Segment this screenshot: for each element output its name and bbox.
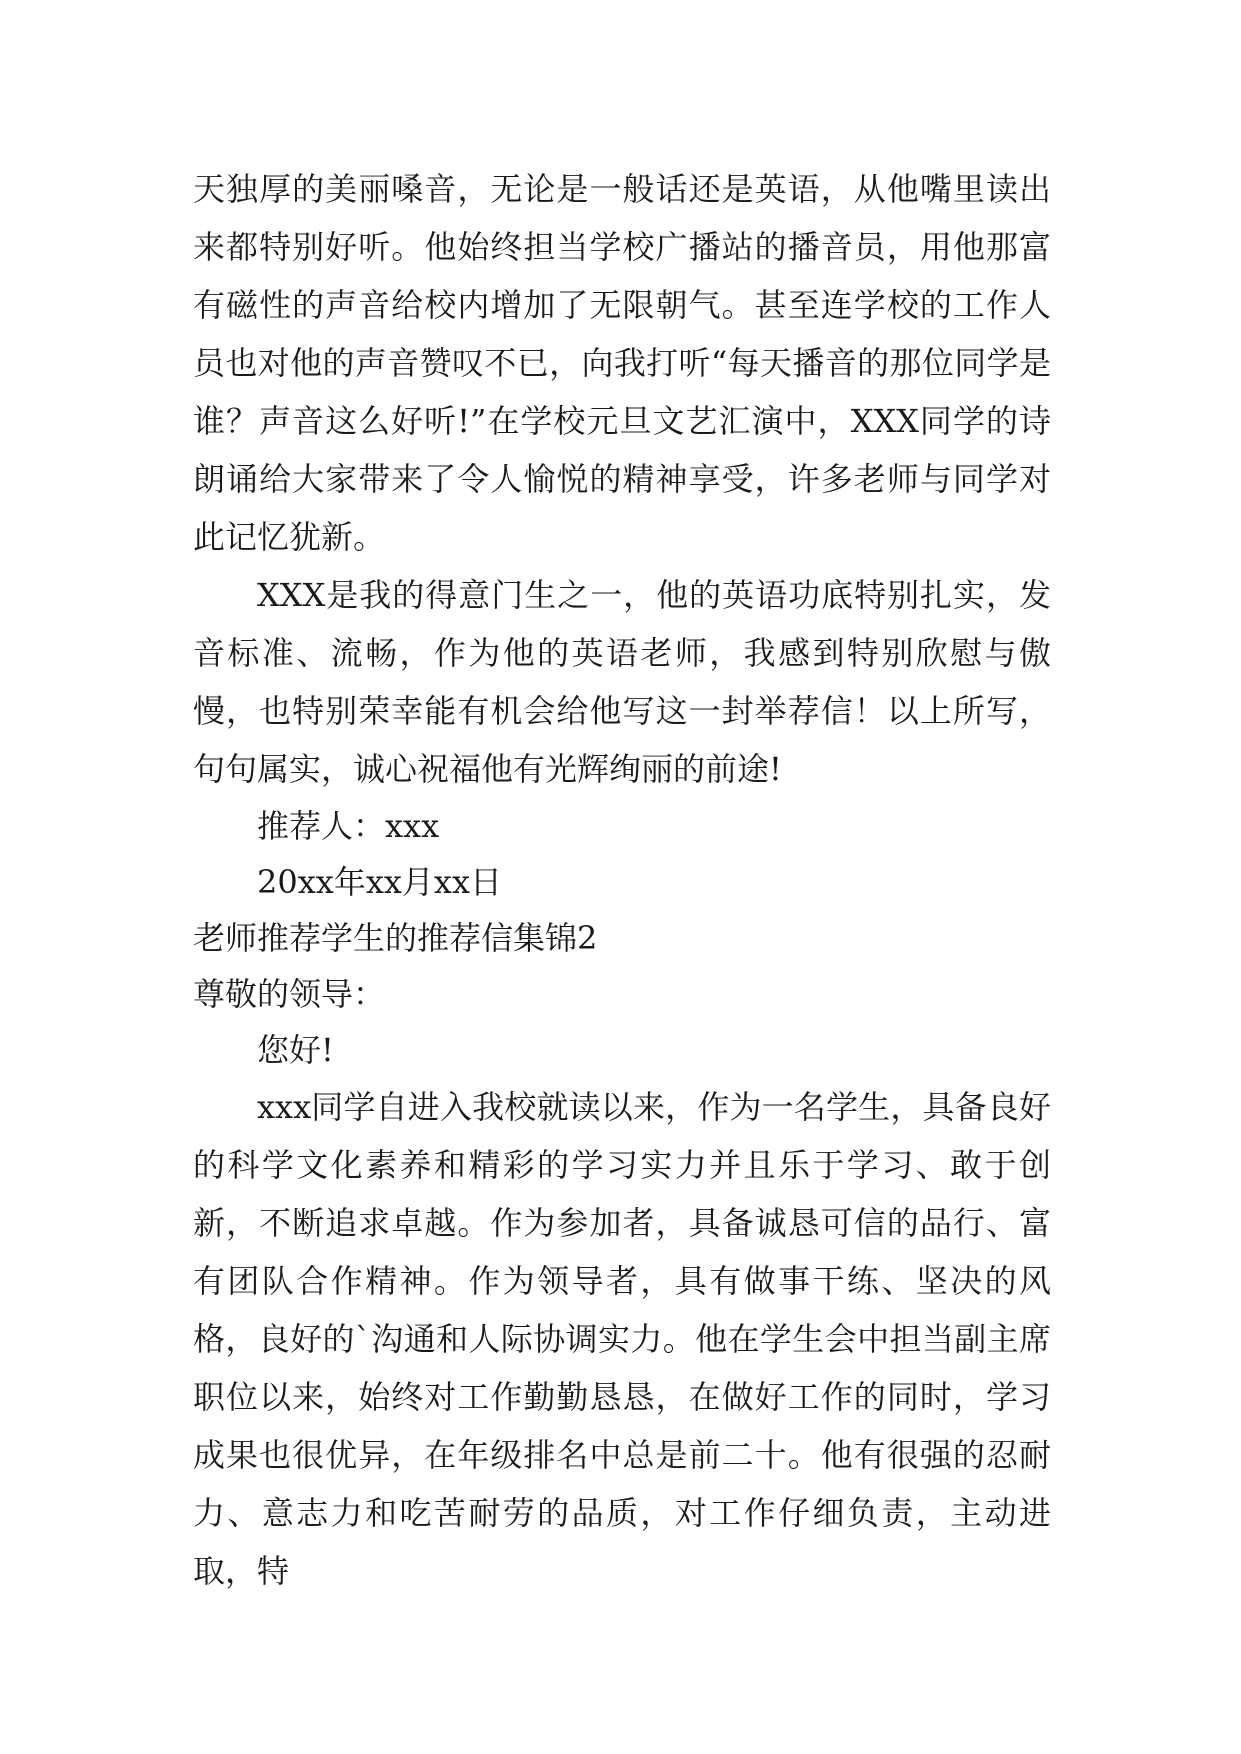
salutation: 尊敬的领导： bbox=[193, 975, 386, 1013]
section-title: 老师推荐学生的推荐信集锦2 bbox=[193, 919, 598, 957]
paragraph-english-skills: XXX是我的得意门生之一，他的英语功底特别扎实，发音标准、流畅，作为他的英语老师，我感到特别欣慰与傲慢，也特别荣幸能有机会给他写这一封举荐信！以上所写，句句属实，诚心祝福他有光辉绚丽的前途! bbox=[193, 576, 1051, 788]
paragraph-student-intro: xxx同学自进入我校就读以来，作为一名学生，具备良好的科学文化素养和精彩的学习实力并且乐于学习、敢于创新，不断追求卓越。作为参加者，具备诚恳可信的品行、富有团队合作精神。作为领导者，具有做事干练、坚决的风格，良好的`沟通和人际协调实力。他在学生会中担当副主席职位以来，始终对工作勤勤恳恳，在做好工作的同时，学习成果也很优异，在年级排名中总是前二十。他有很强的忍耐力、意志力和吃苦耐劳的品质，对工作仔细负责，主动进取，特 bbox=[193, 1088, 1051, 1590]
recommender-signature: 推荐人：xxx bbox=[257, 807, 440, 845]
paragraph-voice-praise: 天独厚的美丽嗓音，无论是一般话还是英语，从他嘴里读出来都特别好听。他始终担当学校广播站的播音员，用他那富有磁性的声音给校内增加了无限朝气。甚至连学校的工作人员也对他的声音赞叹不已，向我打听“每天播音的那位同学是谁？声音这么好听!”在学校元旦文艺汇演中，XXX同学的诗朗诵给大家带来了令人愉悦的精神享受，许多老师与同学对此记忆犹新。 bbox=[193, 170, 1051, 556]
letter-date: 20xx年xx月xx日 bbox=[257, 863, 503, 901]
document-body bbox=[193, 160, 1051, 1600]
greeting: 您好! bbox=[257, 1031, 334, 1069]
